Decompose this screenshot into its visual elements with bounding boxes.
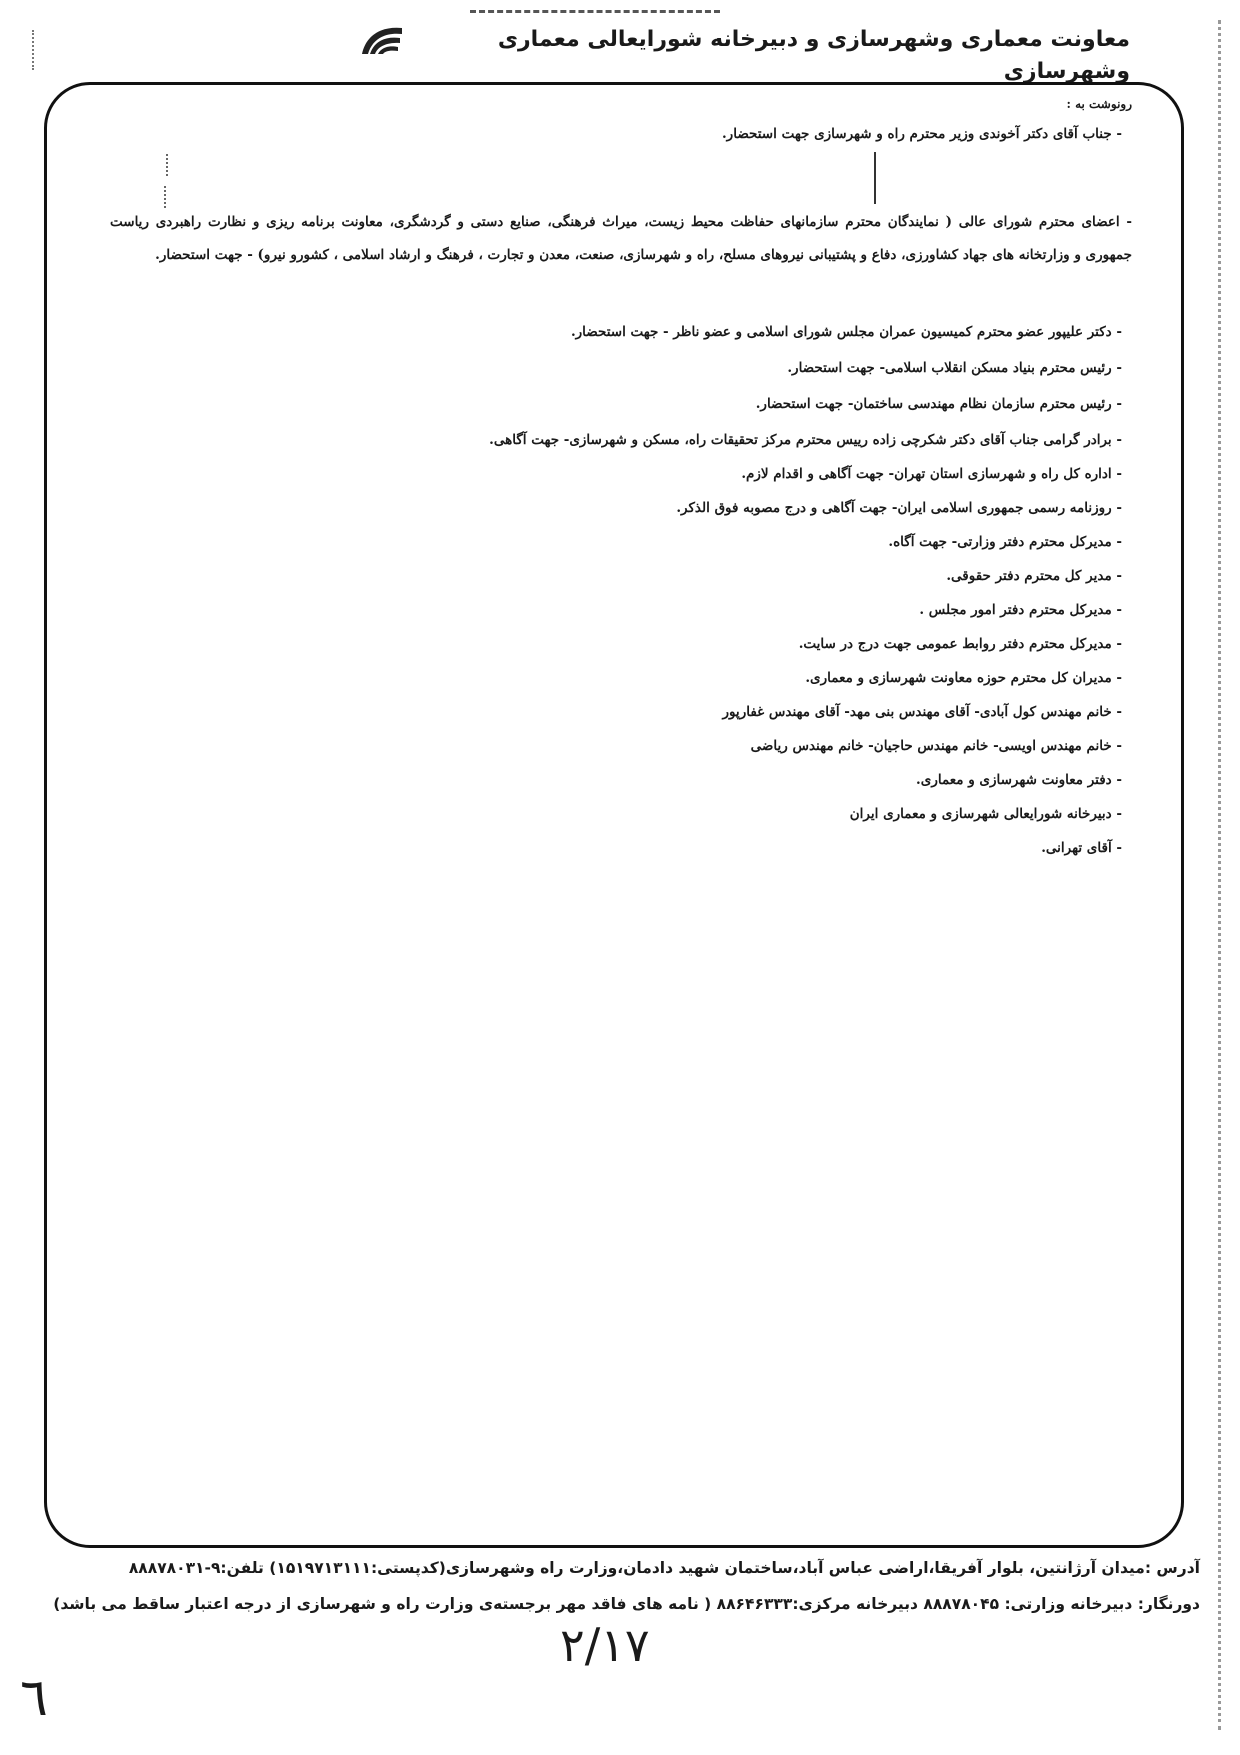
list-item: - خانم مهندس اویسی- خانم مهندس حاجیان- خانم مهندس ریاضی (750, 738, 1122, 754)
margin-dot (166, 154, 171, 176)
list-item: - خانم مهندس کول آبادی- آقای مهندس بنی مهد- آقای مهندس غفارپور (722, 704, 1122, 720)
letterhead (470, 24, 1130, 88)
handwritten-stroke (874, 152, 876, 204)
list-item: - مدیرکل محترم دفتر امور مجلس . (919, 602, 1122, 618)
list-item: - برادر گرامی جناب آقای دکتر شکرچی زاده رییس محترم مرکز تحقیقات راه، مسکن و شهرسازی- جهت آگاهی. (489, 432, 1122, 448)
footer-address: آدرس :میدان آرژانتین، بلوار آفریقا،اراضی عباس آباد،ساختمان شهید دادمان،وزارت راه وشهرسازی(کدپستی:۱۵۱۹۷۱۳۱۱۱) تلفن:۹-۸۸۸۷۸۰۳۱ (128, 1559, 1200, 1577)
footer-fax: دورنگار: دبیرخانه وزارتی: ۸۸۸۷۸۰۴۵ دبیرخانه مرکزی:۸۸۶۴۶۳۳۳ ( نامه های فاقد مهر برجسته‌ی وزارت راه و شهرسازی از درجه اعتبار ساقط می باشد) (53, 1595, 1200, 1613)
ministry-logo-icon (358, 18, 406, 58)
list-item: - آقای تهرانی. (1041, 840, 1122, 856)
list-item: - دکتر علیپور عضو محترم کمیسیون عمران مجلس شورای اسلامی و عضو ناظر - جهت استحضار. (570, 324, 1122, 340)
list-item: - مدیر کل محترم دفتر حقوقی. (946, 568, 1122, 584)
scan-edge-mark-right (1218, 20, 1225, 1730)
list-item: - اداره کل راه و شهرسازی استان تهران- جهت آگاهی و اقدام لازم. (741, 466, 1122, 482)
footer (20, 1550, 1200, 1622)
list-item: - روزنامه رسمی جمهوری اسلامی ایران- جهت آگاهی و درج مصوبه فوق الذکر. (676, 500, 1122, 516)
list-item: - دفتر معاونت شهرسازی و معماری. (916, 772, 1122, 788)
list-item: - مدیرکل محترم دفتر وزارتی- جهت آگاه. (888, 534, 1122, 550)
list-item: - جناب آقای دکتر آخوندی وزیر محترم راه و شهرسازی جهت استحضار. (721, 126, 1122, 142)
list-item: - اعضای محترم شورای عالی ( نمایندگان محترم سازمانهای حفاظت محیط زیست، میراث فرهنگی، صنایع دستی و گردشگری، معاونت برنامه ریزی و نظارت راهبردی ریاست جمهوری و وزارتخانه های جهاد کشاورزی، دفاع و پشتیبانی نیروهای مسلح، راه و شهرسازی، صنعت، معدن و تجارت ، فرهنگ و ارشاد اسلامی ، کشورو نیرو) - جهت استحضار. (110, 214, 1132, 263)
list-item: - مدیران کل محترم حوزه معاونت شهرسازی و معماری. (805, 670, 1122, 686)
letterhead-title: معاونت معماری وشهرسازی و دبیرخانه شورایعالی معماری وشهرسازی (497, 27, 1130, 84)
top-dashed-line (470, 10, 720, 19)
handwritten-mark: ٦ (20, 1668, 48, 1728)
margin-dot (164, 186, 169, 208)
scan-edge-mark (32, 30, 40, 70)
copy-to-label: رونوشت به : (1066, 97, 1132, 111)
list-item: - مدیرکل محترم دفتر روابط عمومی جهت درج در سایت. (798, 636, 1122, 652)
list-item: - رئیس محترم سازمان نظام مهندسی ساختمان- جهت استحضار. (755, 396, 1122, 412)
list-item: - رئیس محترم بنیاد مسکن انقلاب اسلامی- جهت استحضار. (787, 360, 1122, 376)
page-number: ۲/۱۷ (560, 1618, 650, 1672)
list-item: - دبیرخانه شورایعالی شهرسازی و معماری ایران (849, 806, 1122, 822)
